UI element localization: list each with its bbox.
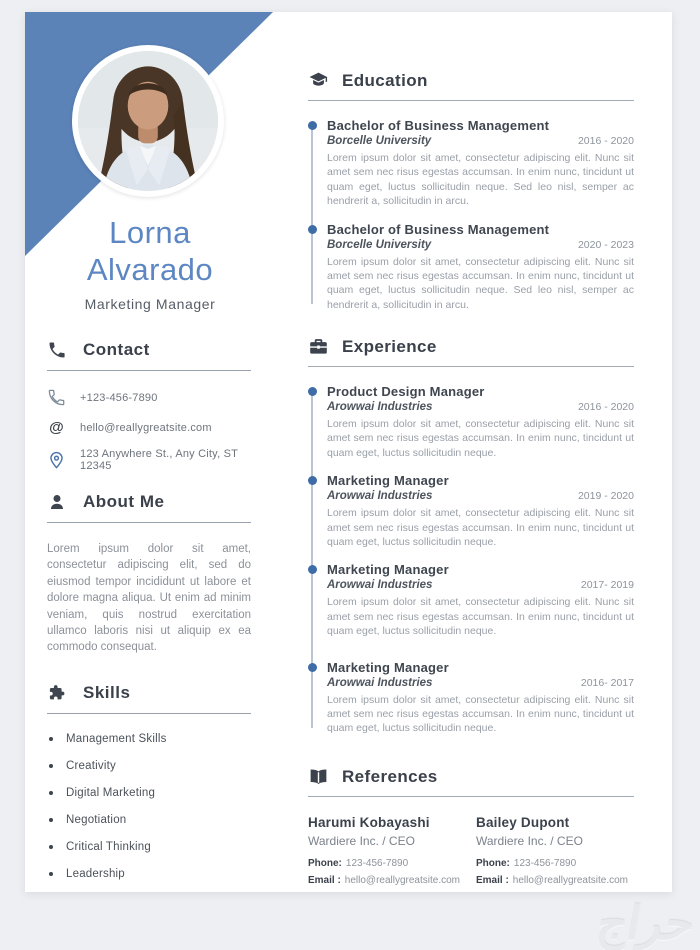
skill-item: [47, 760, 251, 772]
timeline-dot: [308, 476, 317, 485]
reference-name: Harumi Kobayashi: [308, 815, 430, 830]
timeline-dot: [308, 387, 317, 396]
experience-item: [327, 473, 634, 549]
education-timeline: [308, 118, 634, 312]
phone-label: Phone:: [308, 858, 342, 869]
company-name: Arowwai Industries: [327, 676, 433, 689]
timeline-dot: [308, 225, 317, 234]
email-label: Email :: [308, 875, 341, 886]
education-divider: [308, 100, 634, 101]
experience-divider: [308, 366, 634, 367]
company-name: Arowwai Industries: [327, 490, 433, 503]
about-text: Lorem ipsum dolor sit amet, consectetur adipiscing elit, sed do eiusmod tempor incididunt ut labore et dolore magna aliqua. Ut enim ad minim veniam, quis nostrud exercitation ullamco laboris nisi ut aliquip ex ea commodo consequat.: [47, 543, 251, 654]
skill-label: Digital Marketing: [66, 787, 156, 799]
skill-label: Creativity: [66, 760, 116, 772]
about-heading-row: [47, 492, 251, 512]
experience-heading-row: [308, 336, 634, 357]
phone-label: Phone:: [476, 858, 510, 869]
resume-card: [25, 12, 672, 892]
experience-section: [308, 336, 634, 749]
profile-photo-frame: [72, 45, 224, 197]
education-item: [327, 118, 634, 209]
contact-email: hello@reallygreatsite.com: [80, 421, 212, 434]
job-title: Marketing Manager: [84, 296, 216, 312]
reference-phone-row: [308, 858, 476, 869]
degree-title: Bachelor of Business Management: [327, 118, 550, 133]
skill-label: Negotiation: [66, 814, 127, 826]
references-divider: [308, 796, 634, 797]
education-heading-row: [308, 70, 634, 91]
skill-item: [47, 733, 251, 745]
contact-divider: [47, 370, 251, 371]
contact-phone-row: [47, 388, 251, 407]
bullet-dot: [49, 872, 53, 876]
school-name: Borcelle University: [327, 238, 432, 251]
experience-heading: Experience: [342, 336, 437, 356]
bullet-dot: [49, 764, 53, 768]
company-name: Arowwai Industries: [327, 401, 433, 413]
profile-photo: [78, 51, 218, 191]
skill-item: [47, 841, 251, 853]
bullet-dot: [49, 845, 53, 849]
skills-heading: Skills: [83, 683, 131, 702]
bullet-dot: [49, 737, 53, 741]
education-item: [327, 222, 634, 313]
references-section: [308, 766, 634, 886]
position-title: Marketing Manager: [327, 473, 449, 489]
experience-description: Lorem ipsum dolor sit amet, consectetur adipiscing elit. Nunc sit amet sem nec risus egestas accumsan. In enim nunc, tincidunt ut quam eget, luctus sollicitudin neque.: [327, 418, 634, 459]
education-dates: 2020 - 2023: [577, 238, 634, 251]
education-heading: Education: [342, 70, 428, 90]
skills-heading-row: [47, 683, 251, 703]
references-heading: References: [342, 766, 438, 786]
experience-dates: 2019 - 2020: [577, 490, 634, 503]
contact-rows: [47, 388, 251, 472]
education-dates: 2016 - 2020: [577, 135, 634, 147]
position-title: Marketing Manager: [327, 562, 449, 578]
contact-phone: +123-456-7890: [80, 391, 158, 404]
skill-item: [47, 868, 251, 880]
first-name: Lorna: [109, 215, 191, 250]
person-icon: [47, 492, 67, 512]
skill-item: [47, 814, 251, 826]
briefcase-icon: [308, 336, 329, 357]
reference-email-row: [476, 875, 634, 886]
skill-label: Management Skills: [66, 733, 167, 745]
experience-item: [327, 562, 634, 638]
reference-role: Wardiere Inc. / CEO: [308, 834, 415, 848]
timeline-dot: [308, 565, 317, 574]
reference-email-row: [308, 875, 476, 886]
about-divider: [47, 522, 251, 523]
education-section: [308, 70, 634, 325]
about-heading: About Me: [83, 492, 165, 511]
about-section: [47, 492, 251, 656]
contact-section: [47, 340, 251, 483]
skills-section: [47, 683, 251, 895]
education-description: Lorem ipsum dolor sit amet, consectetur adipiscing elit. Nunc sit amet sem nec risus egestas accumsan. In enim nunc, tincidunt ut quam eget, luctus sollicitudin neque. Sed leo nisl, semper ac hendrerit a, sollicitudin in arcu.: [327, 152, 634, 208]
reference-email: hello@reallygreatsite.com: [344, 875, 460, 886]
timeline-dot: [308, 121, 317, 130]
contact-address-row: [47, 448, 251, 472]
contact-email-row: [47, 418, 251, 437]
reference-role: Wardiere Inc. / CEO: [476, 834, 583, 848]
position-title: Product Design Manager: [327, 384, 485, 399]
experience-description: Lorem ipsum dolor sit amet, consectetur adipiscing elit. Nunc sit amet sem nec risus egestas accumsan. In enim nunc, tincidunt ut quam eget, luctus sollicitudin neque.: [327, 507, 634, 549]
position-title: Marketing Manager: [327, 659, 449, 675]
experience-description: Lorem ipsum dolor sit amet, consectetur adipiscing elit. Nunc sit amet sem nec risus egestas accumsan. In enim nunc, tincidunt ut quam eget, luctus sollicitudin neque.: [327, 693, 634, 735]
contact-heading: Contact: [83, 340, 150, 359]
reference-phone-row: [476, 858, 634, 869]
contact-heading-row: [47, 340, 251, 360]
experience-dates: 2017- 2019: [580, 579, 634, 592]
email-label: Email :: [476, 875, 509, 886]
experience-item: [327, 384, 634, 460]
degree-title: Bachelor of Business Management: [327, 221, 550, 237]
experience-dates: 2016 - 2020: [577, 401, 634, 413]
reference-name: Bailey Dupont: [476, 815, 570, 830]
reference-card: [476, 815, 634, 886]
at-sign-icon: @: [49, 419, 64, 436]
puzzle-icon: [47, 683, 67, 703]
experience-description: Lorem ipsum dolor sit amet, consectetur adipiscing elit. Nunc sit amet sem nec risus egestas accumsan. In enim nunc, tincidunt ut quam eget, luctus sollicitudin neque.: [327, 596, 634, 638]
experience-dates: 2016- 2017: [580, 676, 634, 689]
watermark: حراج: [593, 897, 699, 949]
timeline-dot: [308, 663, 317, 672]
skills-list: [47, 733, 251, 880]
phone-outline-icon: [47, 388, 66, 407]
contact-address: 123 Anywhere St., Any City, ST 12345: [80, 448, 238, 472]
reference-email: hello@reallygreatsite.com: [512, 875, 628, 886]
skill-label: Leadership: [66, 868, 125, 880]
bullet-dot: [49, 791, 53, 795]
references-heading-row: [308, 766, 634, 787]
education-description: Lorem ipsum dolor sit amet, consectetur adipiscing elit. Nunc sit amet sem nec risus egestas accumsan. In enim nunc, tincidunt ut quam eget, luctus sollicitudin neque. Sed leo nisl, semper ac hendrerit a, sollicitudin in arcu.: [327, 255, 634, 311]
book-icon: [308, 766, 329, 787]
reference-phone: 123-456-7890: [513, 858, 577, 869]
reference-phone: 123-456-7890: [345, 858, 409, 869]
experience-timeline: [308, 384, 634, 736]
last-name: Alvarado: [86, 252, 214, 287]
school-name: Borcelle University: [327, 135, 432, 147]
profile-photo-illustration: [78, 51, 218, 191]
skills-divider: [47, 713, 251, 714]
location-pin-icon: [47, 451, 66, 470]
skill-item: [47, 787, 251, 799]
bullet-dot: [49, 818, 53, 822]
phone-icon: [47, 340, 67, 360]
references-grid: [308, 815, 634, 886]
graduation-cap-icon: [308, 70, 329, 91]
reference-card: [308, 815, 476, 886]
company-name: Arowwai Industries: [327, 579, 433, 592]
skill-label: Critical Thinking: [66, 841, 151, 853]
experience-item: [327, 660, 634, 736]
name-block: [25, 214, 275, 312]
